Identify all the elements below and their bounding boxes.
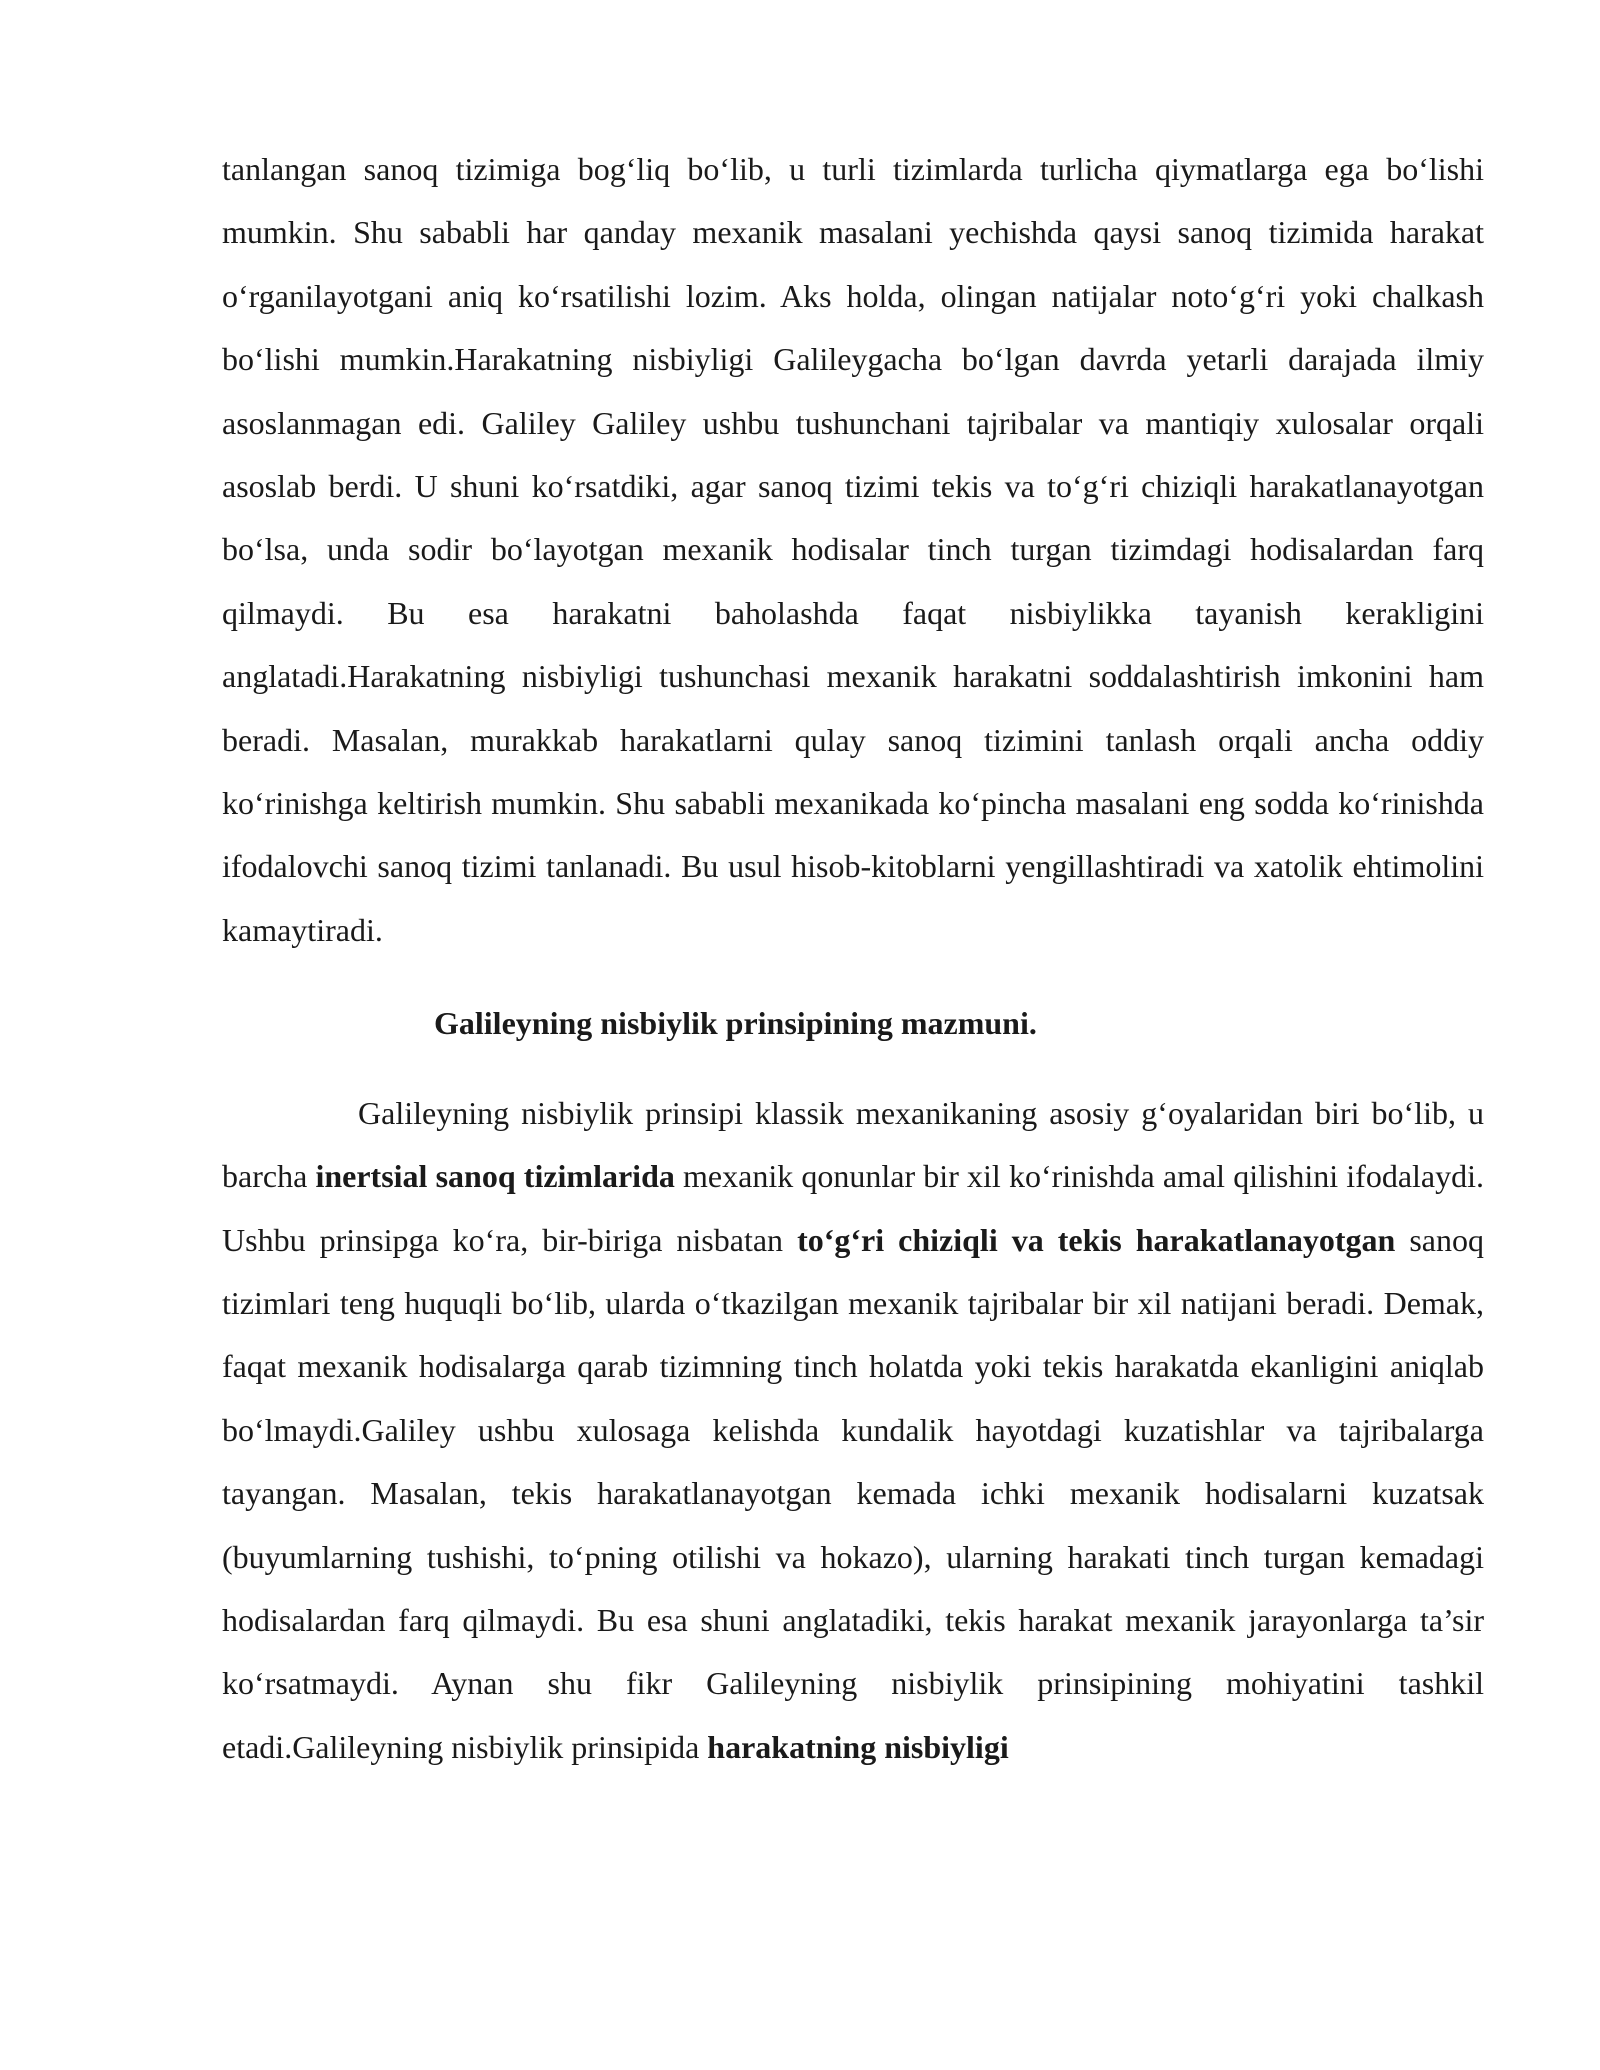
text-run: Galileyning nisbiylik prinsipi klassik mexanikaning asosiy g‘oyalaridan biri bo‘lib, u barcha [222, 1094, 1484, 1195]
bold-term-relativity-of-motion: harakatning nisbiyligi [707, 1728, 1009, 1765]
document-page [222, 138, 1484, 1779]
paragraph-relativity-of-motion: tanlangan sanoq tizimiga bog‘liq bo‘lib, u turli tizimlarda turlicha qiymatlarga ega bo‘lishi mumkin. Shu sababli har qanday mexanik masalani yechishda qaysi sanoq tizimida harakat o‘rganilayotgani aniq ko‘rsatilishi lozim. Aks holda, olingan natijalar noto‘g‘ri yoki chalkash bo‘lishi mumkin.Harakatning nisbiyligi Galileygacha bo‘lgan davrda yetarli darajada ilmiy asoslanmagan edi. Galiley Galiley ushbu tushunchani tajribalar va mantiqiy xulosalar orqali asoslab berdi. U shuni ko‘rsatdiki, agar sanoq tizimi tekis va to‘g‘ri chiziqli harakatlanayotgan bo‘lsa, unda sodir bo‘layotgan mexanik hodisalar tinch turgan tizimdagi hodisalardan farq qilmaydi. Bu esa harakatni baholashda faqat nisbiylikka tayanish kerakligini anglatadi.Harakatning nisbiyligi tushunchasi mexanik harakatni soddalashtirish imkonini ham beradi. Masalan, murakkab harakatlarni qulay sanoq tizimini tanlash orqali ancha oddiy ko‘rinishga keltirish mumkin. Shu sababli mexanikada ko‘pincha masalani eng sodda ko‘rinishda ifodalovchi sanoq tizimi tanlanadi. Bu usul hisob-kitoblarni yengillashtiradi va xatolik ehtimolini kamaytiradi. [222, 151, 1484, 948]
text-run: sanoq tizimlari teng huquqli bo‘lib, ularda o‘tkazilgan mexanik tajribalar bir xil natijani beradi. Demak, faqat mexanik hodisalarga qarab tizimning tinch holatda yoki tekis harakatda ekanligini aniqlab bo‘lmaydi.Galiley ushbu xulosaga kelishda kundalik hayotdagi kuzatishlar va tajribalarga tayangan. Masalan, tekis harakatlanayotgan kemada ichki mexanik hodisalarni kuzatsak (buyumlarning tushishi, to‘pning otilishi va hokazo), ularning harakati tinch turgan kemadagi hodisalardan farq qilmaydi. Bu esa shuni anglatadiki, tekis harakat mexanik jarayonlarga ta’sir ko‘rsatmaydi. Aynan shu fikr Galileyning nisbiylik prinsipining mohiyatini tashkil etadi.Galileyning nisbiylik prinsipida [222, 1221, 1485, 1765]
text-run: mexanik qonunlar bir xil ko‘rinishda amal qilishini ifodalaydi. Ushbu prinsipga ko‘ra, bir-biriga nisbatan [222, 1158, 1485, 1258]
section-heading: Galileyning nisbiylik prinsipining mazmuni. [434, 1005, 1037, 1042]
bold-term-uniform-motion: to‘g‘ri chiziqli va tekis harakatlanayotgan [797, 1221, 1396, 1258]
paragraph-galileo-principle [222, 1082, 1484, 1779]
bold-term-inertial-frames: inertsial sanoq tizimlarida [315, 1158, 675, 1195]
